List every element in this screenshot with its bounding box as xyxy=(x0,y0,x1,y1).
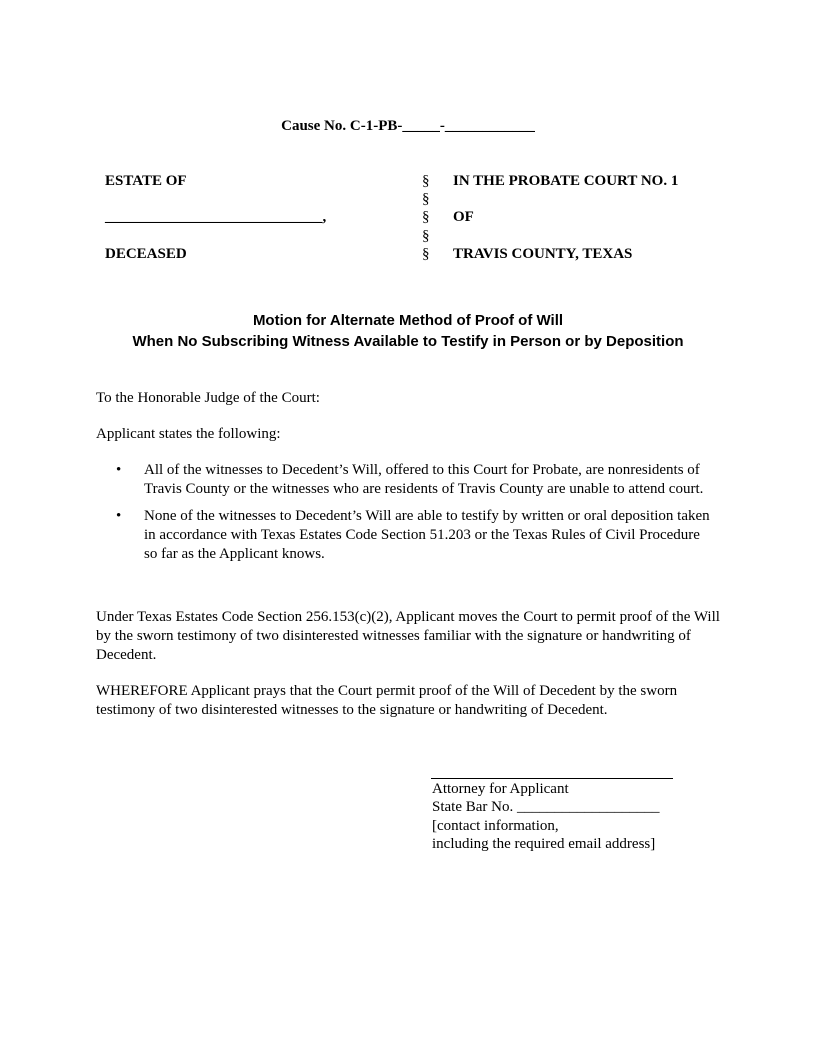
cause-number: Cause No. C-1-PB-_____-____________ xyxy=(281,118,535,134)
motion-subtitle: When No Subscribing Witness Available to Testify in Person or by Deposition xyxy=(132,333,684,350)
signature-bar-no: State Bar No. ___________________ xyxy=(432,799,660,815)
section-symbol: § xyxy=(422,191,430,207)
caption-deceased: DECEASED xyxy=(105,246,187,262)
caption-name-line: _____________________________, xyxy=(105,209,327,225)
list-item-text: None of the witnesses to Decedent’s Will are able to testify by written or oral deposition taken in accordance with Texas Estates Code Section 51.203 or the Texas Rules of Civil Procedure so far as the Applicant knows. xyxy=(144,508,710,562)
motion-paragraph: Under Texas Estates Code Section 256.153(c)(2), Applicant moves the Court to permit proof of the Will by the sworn testimony of two disinterested witnesses familiar with the signature or handwriting of Decedent. xyxy=(96,609,720,663)
list-item-text: All of the witnesses to Decedent’s Will, offered to this Court for Probate, are nonresidents of Travis County or the witnesses who are residents of Travis County are unable to attend court. xyxy=(144,462,704,497)
bullet-icon: • xyxy=(116,462,122,478)
wherefore-paragraph: WHEREFORE Applicant prays that the Court permit proof of the Will of Decedent by the sworn testimony of two disinterested witnesses to the signature or handwriting of Decedent. xyxy=(96,683,678,718)
caption-court: IN THE PROBATE COURT NO. 1 xyxy=(453,173,679,189)
caption-county: TRAVIS COUNTY, TEXAS xyxy=(453,246,633,262)
caption-of: OF xyxy=(453,209,474,225)
signature-contact: [contact information, xyxy=(432,818,559,834)
caption-estate-of: ESTATE OF xyxy=(105,173,187,189)
signature-line xyxy=(431,778,673,779)
intro-statement: Applicant states the following: xyxy=(96,426,281,442)
signature-role: Attorney for Applicant xyxy=(432,781,569,797)
section-symbol: § xyxy=(422,246,430,262)
signature-contact-email: including the required email address] xyxy=(432,836,656,852)
statement-list xyxy=(113,461,713,572)
section-symbol: § xyxy=(422,173,430,189)
motion-title: Motion for Alternate Method of Proof of Will xyxy=(252,312,564,329)
section-symbol: § xyxy=(422,228,430,244)
list-item xyxy=(113,507,713,564)
bullet-icon: • xyxy=(116,508,122,524)
section-symbol: § xyxy=(422,209,430,225)
salutation: To the Honorable Judge of the Court: xyxy=(96,390,320,406)
list-item xyxy=(113,461,713,499)
